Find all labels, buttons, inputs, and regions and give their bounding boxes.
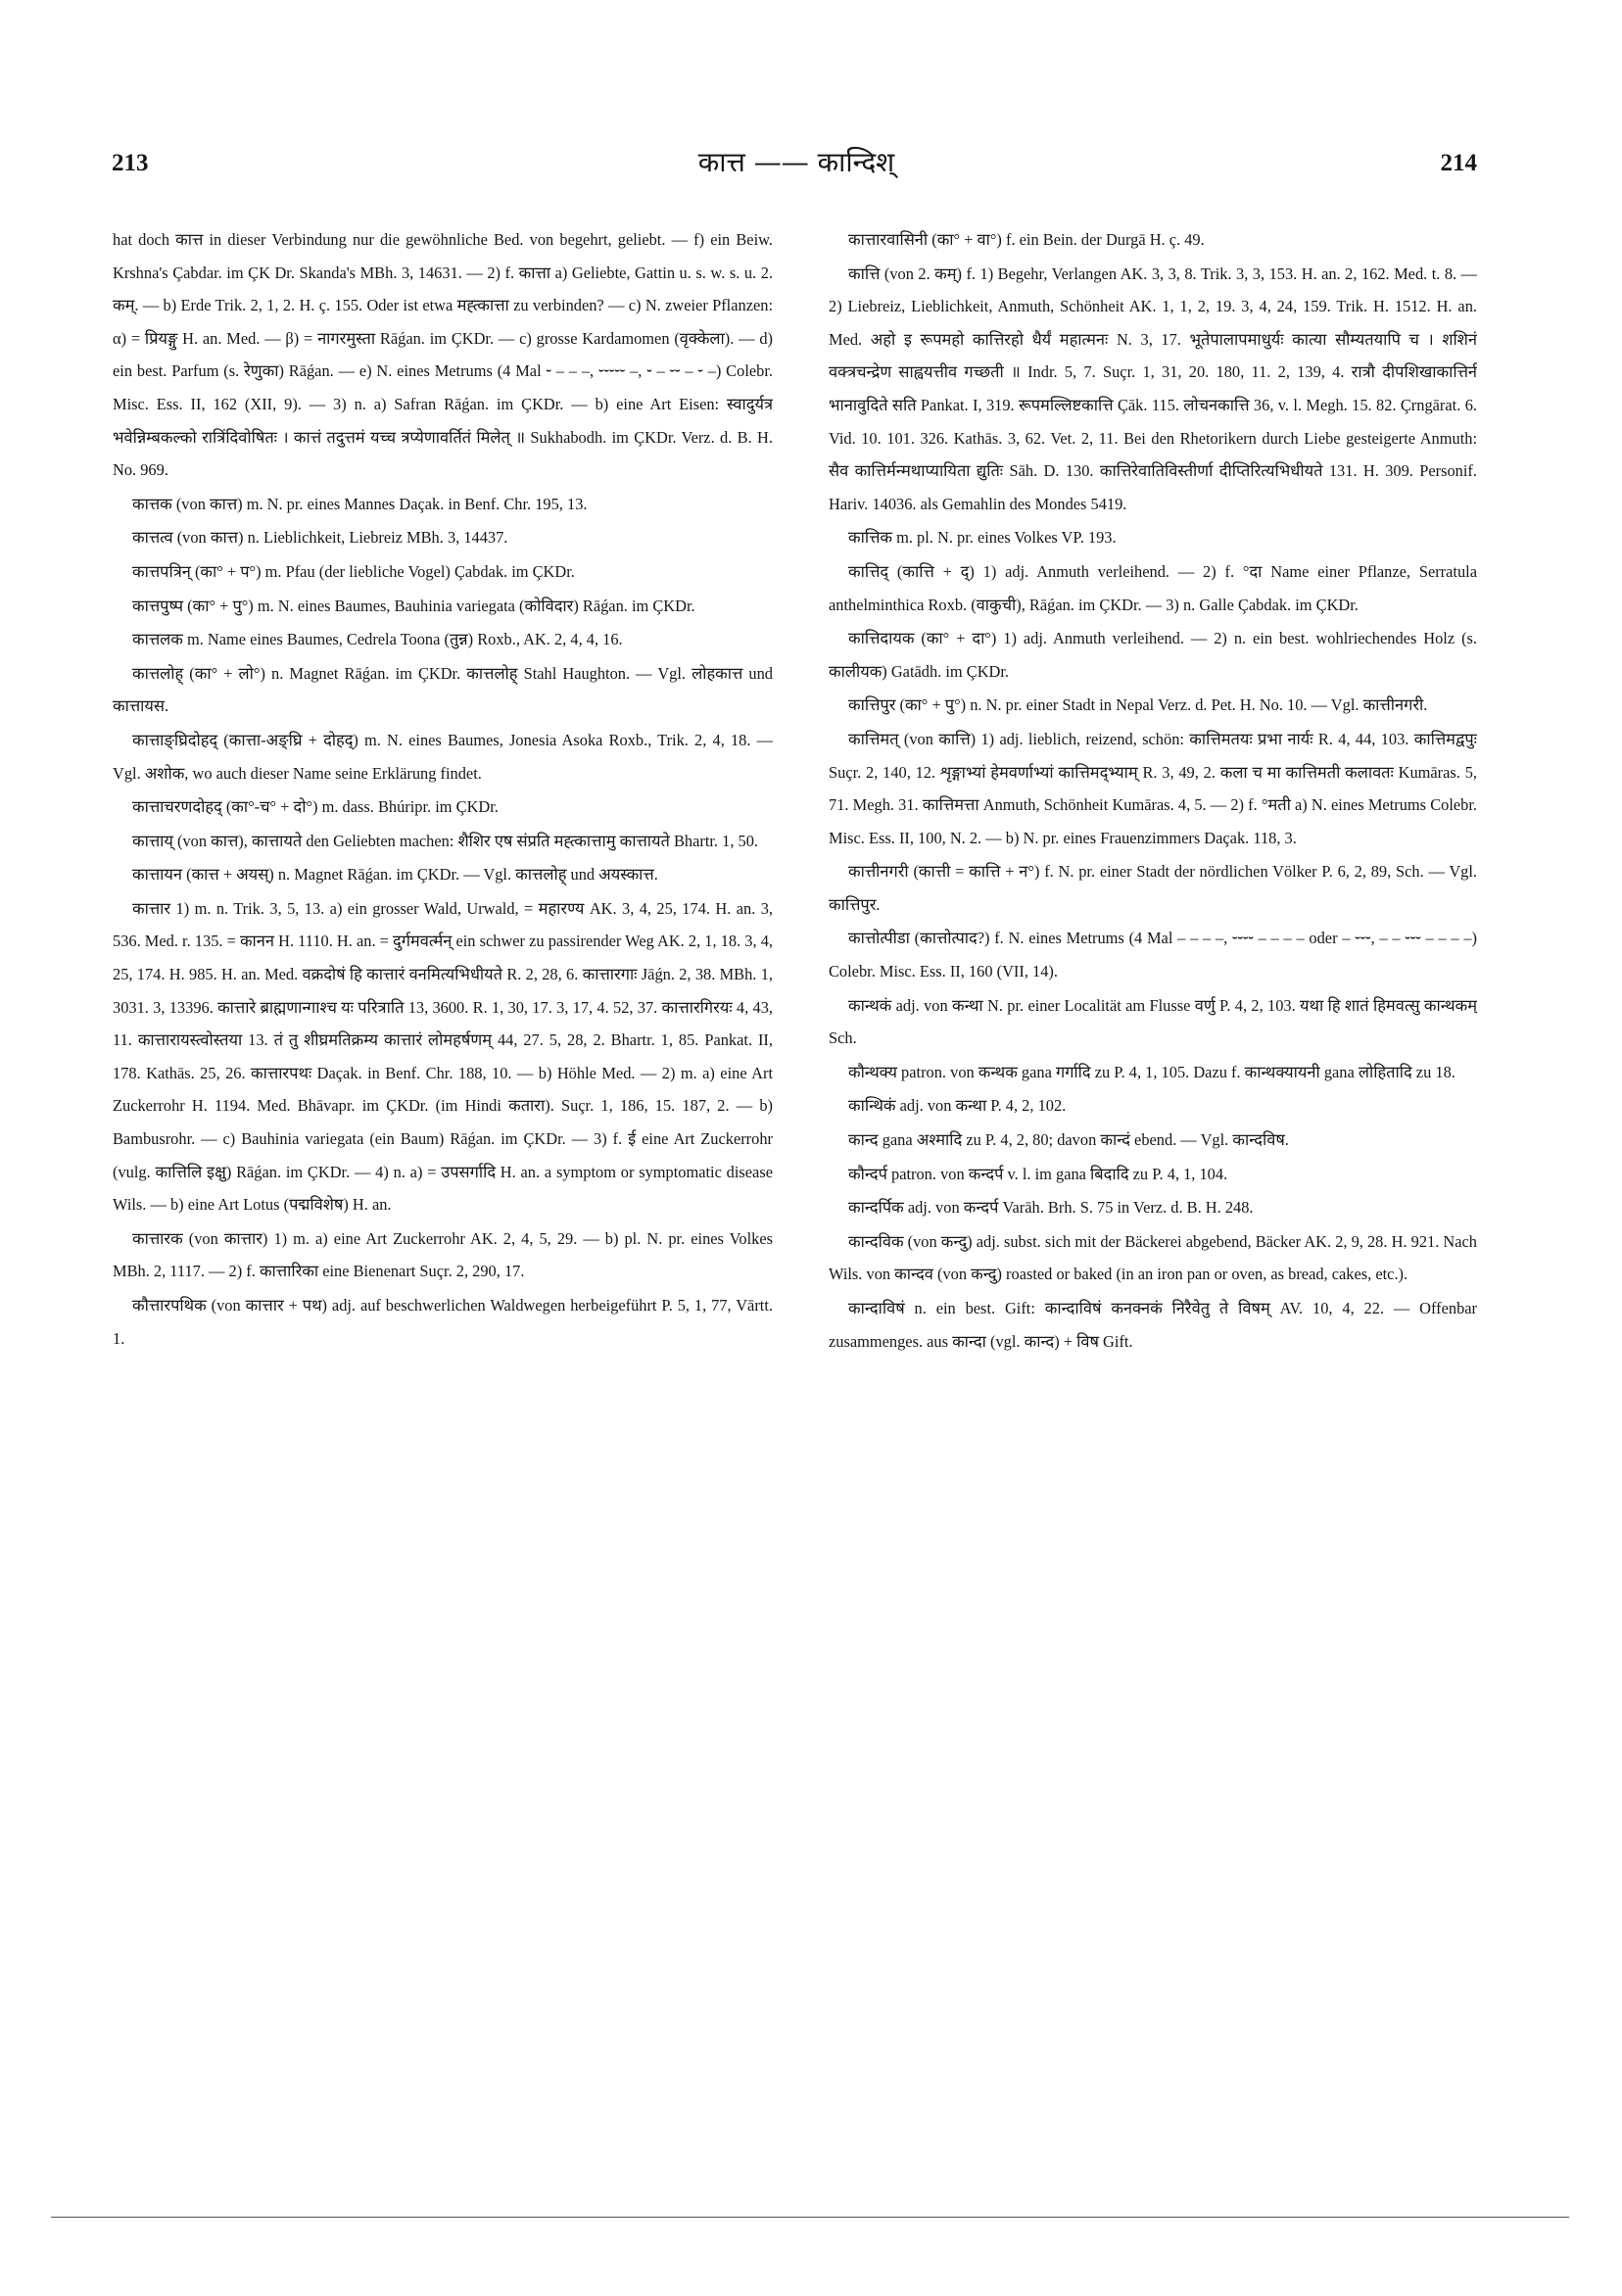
dictionary-entry: कान्थकं adj. von कन्था N. pr. einer Localität am Flusse वर्णु P. 4, 2, 103. यथा हि शातं हिमवत्सु कान्थकम् Sch.: [829, 995, 1477, 1048]
dictionary-entry: कात्तलक m. Name eines Baumes, Cedrela Toona (तुन्न) Roxb., AK. 2, 4, 4, 16.: [132, 630, 623, 649]
page-header: [110, 147, 1483, 196]
dictionary-entry: कात्तिक m. pl. N. pr. eines Volkes VP. 193.: [848, 528, 1117, 548]
right-column: [829, 223, 1477, 2173]
dictionary-entry: कात्तक (von कात्त) m. N. pr. eines Mannes Daçak. in Benf. Chr. 195, 13.: [132, 494, 588, 513]
dictionary-entry: hat doch कात्त in dieser Verbindung nur die gewöhnliche Bed. von begehrt, geliebt. — f) ein Beiw. Krshna's Çabdar. im ÇK Dr. Skanda's MBh. 3, 14631. — 2) f. कात्ता a) Geliebte, Gattin u. s. w. s. u. 2. कम्. — b) Erde Trik. 2, 1, 2. H. ç. 155. Oder ist etwa मह्त्कात्ता zu verbinden? — c) N. zweier Pflanzen: α) = प्रियङ्गु H. an. Med. — β) = नागरमुस्ता Rāǵan. im ÇKDr. — c) grosse Kardamomen (वृक्केला). — d) ein best. Parfum (s. रेणुका) Rāǵan. — e) N. eines Metrums (4 Mal ⏑ – – –, ⏑⏑⏑⏑⏑ –, ⏑ – ⏑⏑ – ⏑ –) Colebr. Misc. Ess. II, 162 (XII, 9). — 3) n. a) Safran Rāǵan. im ÇKDr. — b) eine Art Eisen: स्वादुर्यत्र भवेन्निम्बकल्को रात्रिंदिवोषितः । कात्तं तदुत्तमं यच्च त्रप्येणावर्तितं मिलेत् ॥ Sukhabodh. im ÇKDr. Verz. d. B. H. No. 969.: [113, 230, 773, 480]
dictionary-entry: कात्तिदायक (का° + दा°) 1) adj. Anmuth verleihend. — 2) n. ein best. wohlriechendes Holz (s. कालीयक) Gatādh. im ÇKDr.: [829, 629, 1477, 681]
bottom-rule: [51, 2217, 1569, 2218]
dictionary-entry: कात्तिद् (कात्ति + द्) 1) adj. Anmuth verleihend. — 2) f. °दा Name einer Pflanze, Serratula anthelminthica Roxb. (वाकुची), Rāǵan. im ÇKDr. — 3) n. Galle Çabdak. im ÇKDr.: [829, 561, 1477, 614]
dictionary-entry: कात्तारवासिनी (का° + वा°) f. ein Bein. der Durgā H. ç. 49.: [848, 230, 1205, 249]
page-number-right: 214: [1440, 150, 1477, 176]
dictionary-entry: कान्दविक (von कन्दु) adj. subst. sich mit der Bäckerei abgebend, Bäcker AK. 2, 9, 28. H. 921. Nach Wils. von कान्दव (von कन्दु) roasted or baked (in an iron pan or oven, as bread, cakes, etc.).: [829, 1231, 1477, 1284]
dictionary-entry: कात्तायन (कात्त + अयस्) n. Magnet Rāǵan. im ÇKDr. — Vgl. कात्तलोह् und अयस्कात्त.: [132, 865, 658, 885]
dictionary-entry: कात्तिमत् (von कात्ति) 1) adj. lieblich, reizend, schön: कात्तिमतयः प्रभा नार्यः R. 4, 44, 103. कात्तिमद्वपुः Suçr. 2, 140, 12. शृङ्गाभ्यां हेमवर्णाभ्यां कात्तिमद्भ्याम् R. 3, 49, 2. कला च मा कात्तिमती कलावतः Kumāras. 5, 71. Megh. 31. कात्तिमत्ता Anmuth, Schönheit Kumāras. 4, 5. — 2) f. °मती a) N. eines Metrums Colebr. Misc. Ess. II, 100, N. 2. — b) N. pr. eines Frauenzimmers Daçak. 118, 3.: [829, 729, 1477, 847]
dictionary-entry: कात्तलोह् (का° + लो°) n. Magnet Rāǵan. im ÇKDr. कात्तलोह् Stahl Haughton. — Vgl. लोहकात्त und कात्तायस.: [113, 663, 773, 716]
dictionary-entry: कात्ताङ्घ्रिदोहद् (कात्ता-अङ्घ्रि + दोहद्) m. N. eines Baumes, Jonesia Asoka Roxb., Trik. 2, 4, 18. — Vgl. अशोक, wo auch dieser Name seine Erklärung findet.: [113, 730, 773, 783]
dictionary-entry: कौत्तारपथिक (von कात्तार + पथ) adj. auf beschwerlichen Waldwegen herbeigeführt P. 5, 1, 77, Vārtt. 1.: [113, 1296, 773, 1348]
dictionary-entry: कात्ताचरणदोहद् (का°-च° + दो°) m. dass. Bhúripr. im ÇKDr.: [132, 797, 499, 817]
dictionary-entry: कात्तिपुर (का° + पु°) n. N. pr. einer Stadt in Nepal Verz. d. Pet. H. No. 10. — Vgl. कात्तीनगरी.: [848, 695, 1428, 715]
dictionary-entry: कात्तीनगरी (कात्ती = कात्ति + न°) f. N. pr. einer Stadt der nördlichen Völker P. 6, 2, 89, Sch. — Vgl. कात्तिपुर.: [829, 862, 1477, 914]
dictionary-entry: कौन्थक्य patron. von कन्थक gana गर्गादि zu P. 4, 1, 105. Dazu f. कान्थक्यायनी gana लोहितादि zu 18.: [848, 1062, 1455, 1081]
dictionary-entry: कान्द gana अश्मादि zu P. 4, 2, 80; davon कान्दं ebend. — Vgl. कान्दविष.: [848, 1130, 1289, 1150]
page-number-left: 213: [112, 150, 149, 176]
dictionary-entry: कात्तारक (von कात्तार) 1) m. a) eine Art Zuckerrohr AK. 2, 4, 5, 29. — b) pl. N. pr. eines Volkes MBh. 2, 1117. — 2) f. कात्तारिका eine Bienenart Suçr. 2, 290, 17.: [113, 1228, 773, 1281]
dictionary-entry: कात्तोत्पीडा (कात्तोत्पाद?) f. N. eines Metrums (4 Mal – – – –, ⏑⏑⏑⏑ – – – – oder – ⏑⏑⏑, – – ⏑⏑⏑ – – – –) Colebr. Misc. Ess. II, 160 (VII, 14).: [829, 929, 1477, 981]
dictionary-entry: कात्तार 1) m. n. Trik. 3, 5, 13. a) ein grosser Wald, Urwald, = महारण्य AK. 3, 4, 25, 174. H. an. 3, 536. Med. r. 135. = कानन H. 1110. H. an. = दुर्गमवर्त्मन् ein schwer zu passirender Weg AK. 2, 1, 18. 3, 4, 25, 174. H. 985. H. an. Med. वक्रदोषं हि कात्तारं वनमित्यभिधीयते R. 2, 28, 6. कात्तारगाः Jāǵn. 2, 38. MBh. 1, 3031. 3, 13396. कात्तारे ब्राह्मणान्गाश्च यः परित्राति 13, 3600. R. 1, 30, 17. 3, 17, 4. 52, 37. कात्तारगिरयः 4, 43, 11. कात्तारायस्त्वोस्तया 13. तं तु शीघ्रमतिक्रम्य कात्तारं लोमहर्षणम् 44, 27. 5, 28, 2. Bhartr. 1, 85. Pankat. II, 178. Kathās. 25, 26. कात्तारपथः Daçak. in Benf. Chr. 188, 10. — b) Höhle Med. — 2) m. a) eine Art Zuckerrohr H. 1194. Med. Bhāvapr. im ÇKDr. (im Hindi कतारा). Suçr. 1, 186, 15. 187, 2. — b) Bambusrohr. — c) Bauhinia variegata (ein Baum) Rāǵan. im ÇKDr. — 3) f. ई eine Art Zuckerrohr (vulg. कात्तिलि इक्षु) Rāǵan. im ÇKDr. — 4) n. a) = उपसर्गादि H. an. a symptom or symptomatic disease Wils. — b) eine Art Lotus (पद्मविशेष) H. an.: [113, 898, 773, 1215]
running-headwords: कात्त —— कान्दिश्: [697, 146, 895, 178]
dictionary-entry: कात्तपुष्प (का° + पु°) m. N. eines Baumes, Bauhinia variegata (कोविदार) Rāǵan. im ÇKDr.: [132, 596, 695, 615]
dictionary-entry: कात्ति (von 2. कम्) f. 1) Begehr, Verlangen AK. 3, 3, 8. Trik. 3, 3, 153. H. an. 2, 162. Med. t. 8. — 2) Liebreiz, Lieblichkeit, Anmuth, Schönheit AK. 1, 1, 2, 19. 3, 4, 24, 159. Trik. H. 1512. H. an. Med. अहो इ रूपमहो कात्तिरहो धैर्यं महात्मनः N. 3, 17. भूतेपालापमाधुर्यः कात्या सौम्यतयापि च । शशिनं वक्त्रचन्द्रेण साह्वयत्तीव गच्छती ॥ Indr. 5, 7. Suçr. 1, 31, 20. 180, 11. 2, 139, 4. रात्रौ दीपशिखाकात्तिर्न भानावुदिते सति Pankat. I, 319. रूपमल्लिष्टकात्ति Çāk. 115. लोचनकात्ति 36, v. l. Megh. 15. 82. Çrngārat. 6. Vid. 10. 101. 326. Kathās. 3, 62. Vet. 2, 11. Bei den Rhetorikern durch Liebe gesteigerte Anmuth: सैव कात्तिर्मन्मथाप्यायिता द्युतिः Sāh. D. 130. कात्तिरेवातिविस्तीर्णा दीप्तिरित्यभिधीयते 131. H. 309. Personif. Hariv. 14036. als Gemahlin des Mondes 5419.: [829, 263, 1477, 513]
dictionary-entry: कौन्दर्प patron. von कन्दर्प v. l. im gana बिदादि zu P. 4, 1, 104.: [848, 1164, 1228, 1183]
dictionary-entry: कान्दर्पिक adj. von कन्दर्प Varāh. Brh. S. 75 in Verz. d. B. H. 248.: [848, 1198, 1254, 1218]
dictionary-entry: कात्तत्व (von कात्त) n. Lieblichkeit, Liebreiz MBh. 3, 14437.: [132, 528, 508, 548]
dictionary-entry: कान्थिकं adj. von कन्था P. 4, 2, 102.: [848, 1096, 1067, 1116]
dictionary-entry: कान्दाविषं n. ein best. Gift: कान्दाविषं कनक्नकं निरैवेतु ते विषम् AV. 10, 4, 22. — Offenbar zusammenges. aus कान्दा (vgl. कान्द) + विष Gift.: [829, 1299, 1477, 1351]
left-column: [113, 223, 773, 2173]
dictionary-entry: कात्तपत्रिन् (का° + प°) m. Pfau (der liebliche Vogel) Çabdak. im ÇKDr.: [132, 561, 575, 581]
dictionary-entry: कात्ताय् (von कात्त), कात्तायते den Geliebten machen: शैशिर एष संप्रति मह्त्कात्तामु कात्तायते Bhartr. 1, 50.: [132, 831, 758, 850]
